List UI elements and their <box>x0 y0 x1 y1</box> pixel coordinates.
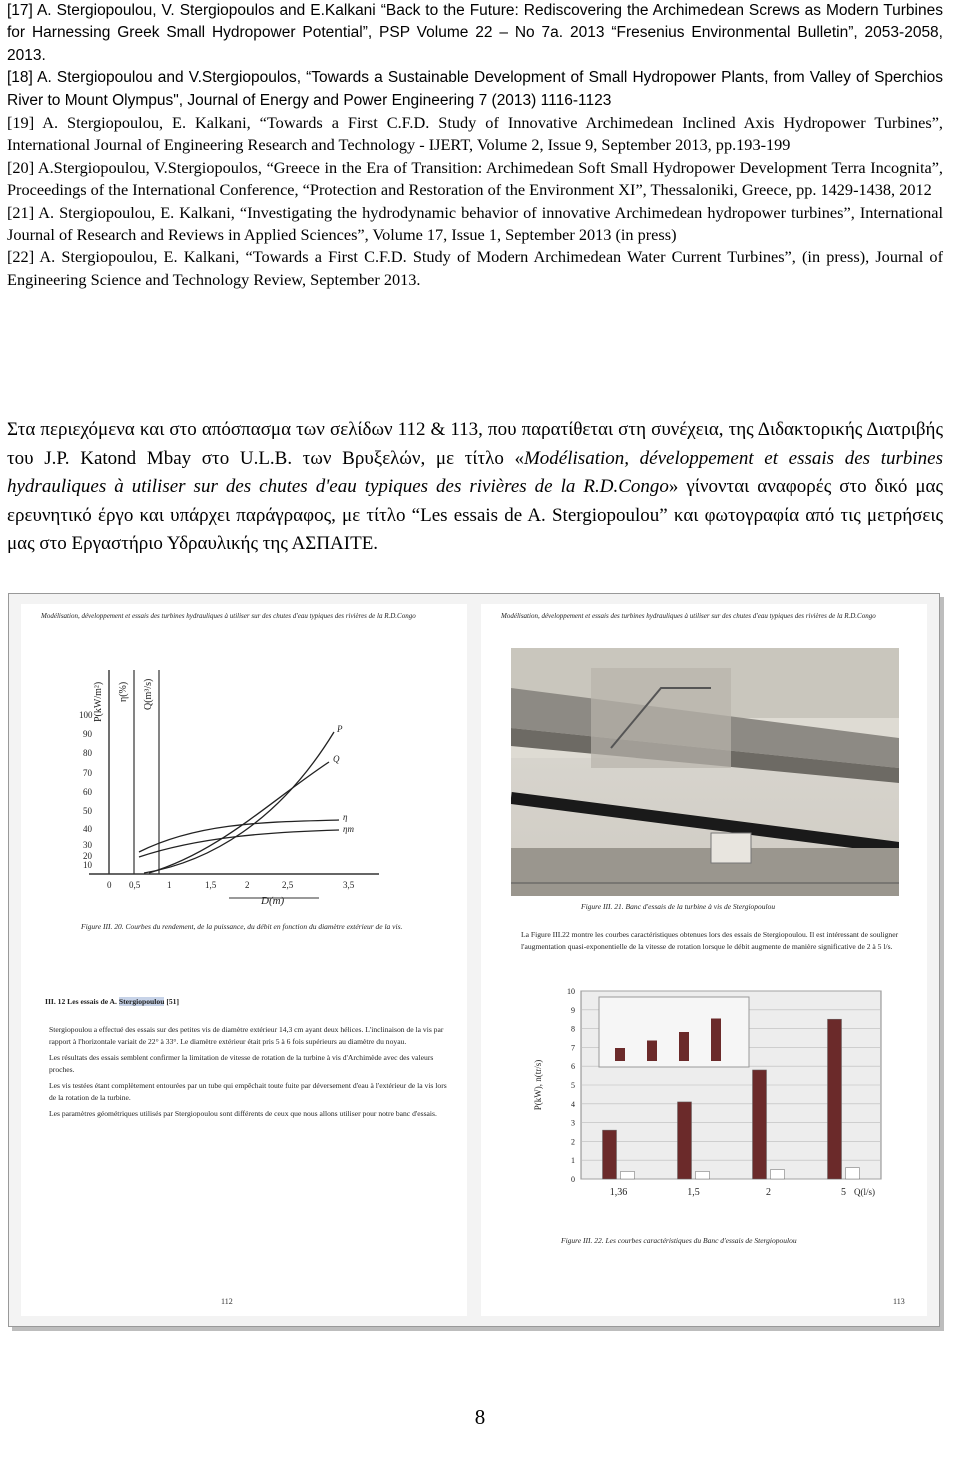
reference-21: [21] A. Stergiopoulou, E. Kalkani, “Investigating the hydrodynamic behavior of innovative Archimedean hydropower turbines”, International Journal of Research and Reviews in Applied Sciences”, Volume 17, Issue 1, September 2013 (in press) <box>7 202 943 245</box>
reference-list <box>7 0 943 291</box>
fig20-curve-label-etam: ηm <box>343 824 354 834</box>
left-body-para: Les vis testées étant complètement entourées par un tube qui empêchait toute fuite par déversement d'eau à l'extérieur de la vis lors de la rotation de la turbine. <box>49 1081 447 1102</box>
bar-p <box>753 1070 767 1179</box>
x-tick-label: 1,36 <box>609 1187 628 1198</box>
fig20-ytick: 80 <box>83 748 92 758</box>
right-page-number: 113 <box>893 1297 905 1306</box>
section-title-highlight: Stergiopoulou <box>118 997 165 1006</box>
y-tick-label: 0 <box>571 1175 575 1184</box>
section-title-pre: III. 12 Les essais de A. <box>45 997 119 1006</box>
y-tick-label: 10 <box>567 987 575 996</box>
fig20-ytick: 40 <box>83 824 92 834</box>
y-axis-label: P(kW), n(tr/s) <box>533 1059 543 1111</box>
x-tick-label: 1,5 <box>687 1187 700 1198</box>
reference-18: [18] A. Stergiopoulou and V.Stergiopoulos, “Towards a Sustainable Development of Small Hydropower Plants, from Valley of Sperchios River to Mount Olympus", Journal of Energy and Power Engineering 7 (2013) 1116-1123 <box>7 69 943 109</box>
section-title-post: [51] <box>164 997 179 1006</box>
fig20-curve-p <box>144 732 334 873</box>
scanned-thesis-pages <box>8 593 940 1327</box>
x-tick-label: 2 <box>766 1187 771 1198</box>
fig20-xtick: 1,5 <box>205 880 217 890</box>
fig20-xtick: 2,5 <box>282 880 294 890</box>
fig20-curve-label-p: P <box>337 724 343 734</box>
fig20-ytick: 70 <box>83 768 92 778</box>
fig20-xtick: 0 <box>107 880 112 890</box>
test-bench-photo <box>511 648 899 896</box>
fig20-ytick: 20 <box>83 851 92 861</box>
fig20-ytick: 50 <box>83 806 92 816</box>
inset-bar <box>679 1032 689 1061</box>
fig20-ytick: 30 <box>83 840 92 850</box>
fig21-caption: Figure III. 21. Banc d'essais de la turbine à vis de Stergiopoulou <box>581 902 776 911</box>
y-tick-label: 5 <box>571 1081 575 1090</box>
left-body-para: Les paramètres géométriques utilisés par Stergiopoulou sont différents de ceux que nous allons utiliser pour notre banc d'essais. <box>49 1109 437 1118</box>
y-tick-label: 4 <box>571 1099 575 1109</box>
fig20-curve-q <box>149 762 329 873</box>
fig20-ylabel-q: Q(m³/s) <box>143 678 154 710</box>
left-body-para: Stergiopoulou a effectué des essais sur des petites vis de diamètre extérieur 14,3 cm ayant deux hélices. L'inclinaison de la vis par rapport à l'horizontale variait de 22° à 33°. Le diamètre extérieur était pris 5 à 6 fois supérieurs au diamètre du noyau. <box>49 1025 444 1046</box>
fig20-xtick: 0,5 <box>129 880 141 890</box>
left-page-number: 112 <box>221 1297 233 1306</box>
fig20-caption: Figure III. 20. Courbes du rendement, de la puissance, du débit en fonction du diamètre extérieur de la vis. <box>81 922 403 931</box>
fig20-xlabel: D(m) <box>261 895 285 907</box>
bar-n <box>696 1171 710 1179</box>
right-page-header: Modélisation, développement et essais des turbines hydrauliques à utiliser sur des chutes d'eau typiques des rivières de la R.D.Congo <box>501 612 876 620</box>
greek-part-2: » γίνονται αναφορές στο δικό μας ερευνητικό έργο και υπάρχει παράγραφος, με τίτλο “Les essais de A. Stergiopoulou” και φωτογραφία από τις μετρήσεις μας στο Εργαστήριο Υδραυλικής της ΑΣΠΑΙΤΕ. <box>7 476 943 554</box>
fig20-ytick: 10 <box>83 860 92 870</box>
fig20-ytick: 60 <box>83 787 92 797</box>
y-tick-label: 9 <box>571 1005 575 1015</box>
fig20-curve-label-q: Q <box>333 754 340 764</box>
x-tick-label: 5 <box>841 1187 846 1198</box>
section-title <box>45 996 445 1008</box>
inset-bar <box>647 1041 657 1062</box>
reference-22: [22] A. Stergiopoulou, E. Kalkani, “Towards a First C.F.D. Study of Modern Archimedean Water Current Turbines”, (in press), Journal of Engineering Science and Technology Review, September 2013. <box>7 247 943 289</box>
y-tick-label: 2 <box>571 1137 575 1147</box>
page-number: 8 <box>474 1405 486 1429</box>
greek-paragraph <box>7 416 943 559</box>
bar-p <box>678 1102 692 1179</box>
y-tick-label: 1 <box>571 1156 575 1166</box>
inset-bar <box>615 1048 625 1061</box>
bar-p <box>603 1130 617 1179</box>
fig20-xtick: 1 <box>167 880 172 890</box>
fig20-xtick: 3,5 <box>343 880 355 890</box>
fig20-ytick: 100 <box>79 710 93 720</box>
bar-n <box>846 1168 860 1179</box>
y-tick-label: 6 <box>571 1062 575 1072</box>
thesis-page-112 <box>21 604 467 1316</box>
bar-n <box>771 1170 785 1179</box>
reference-19: [19] A. Stergiopoulou, E. Kalkani, “Towards a First C.F.D. Study of Innovative Archimedean Inclined Axis Hydropower Turbines”, International Journal of Engineering Research and Technology - IJERT, Volume 2, Issue 9, September 2013, pp.193-199 <box>7 113 943 155</box>
x-axis-label: Q(l/s) <box>854 1187 875 1197</box>
y-tick-label: 7 <box>571 1043 575 1053</box>
left-body-para: Les résultats des essais semblent confirmer la limitation de vitesse de rotation de la turbine à vis d'Archimède avec des valeurs proches. <box>49 1053 434 1074</box>
greek-part-1: Στα περιεχόμενα και στο απόσπασμα των σελίδων 112 & 113, που παρατίθεται στη συνέχεια, της Διδακτορικής Διατριβής του J.P. Katond Mbay στο U.L.B. των Βρυξελών, με τίτλο « <box>7 419 943 469</box>
thesis-page-113 <box>481 604 927 1316</box>
y-tick-label: 3 <box>571 1118 575 1128</box>
thesis-title: Modélisation, développement et essais des turbines hydrauliques à utiliser sur des chutes d'eau typiques des rivières de la R.D.Congo <box>7 447 943 497</box>
left-page-header: Modélisation, développement et essais des turbines hydrauliques à utiliser sur des chutes d'eau typiques des rivières de la R.D.Congo <box>41 612 416 620</box>
fig20-curve-label-eta: η <box>343 812 348 822</box>
fig20-ylabel-p: P(kW/m²) <box>93 681 104 722</box>
fig20-chart <box>49 652 429 914</box>
fig22-caption: Figure III. 22. Les courbes caractéristiques du Banc d'essais de Stergiopoulou <box>561 1236 797 1245</box>
fig20-xtick: 2 <box>245 880 250 890</box>
bar-p <box>828 1019 842 1179</box>
left-page-body <box>49 1024 449 1120</box>
bar-n <box>621 1171 635 1179</box>
reference-20: [20] A.Stergiopoulou, V.Stergiopoulos, “Greece in the Era of Transition: Archimedean Soft Small Hydropower Development Terra Incognita”, Proceedings of the International Conference, “Protection and Restoration of the Environment XI”, Thessaloniki, Greece, pp. 1429-1438, 2012 <box>7 157 943 200</box>
inset-bar <box>711 1019 721 1062</box>
fig20-ylabel-eta: η(%) <box>118 681 129 702</box>
fig20-ytick: 90 <box>83 729 92 739</box>
fig22-bar-chart <box>521 979 901 1229</box>
right-page-body: La Figure III.22 montre les courbes caractéristiques obtenues lors des essais de Stergiopoulou. Il est intéressant de souligner l'augmentation quasi-exponentielle de la vitesse de rotation lorsque le débit augmente de manière significative de 2 à 5 l/s. <box>521 930 899 951</box>
y-tick-label: 8 <box>571 1024 575 1034</box>
reference-17: [17] A. Stergiopoulou, V. Stergiopoulos and E.Kalkani “Back to the Future: Rediscovering the Archimedean Screws as Modern Turbines for Harnessing Greek Small Hydropower Potential”, PSP Volume 22 – No 7a. 2013 “Fresenius Environmental Bulletin”, 2053-2058, 2013. <box>7 2 943 64</box>
test-bench-illustration <box>511 648 899 896</box>
